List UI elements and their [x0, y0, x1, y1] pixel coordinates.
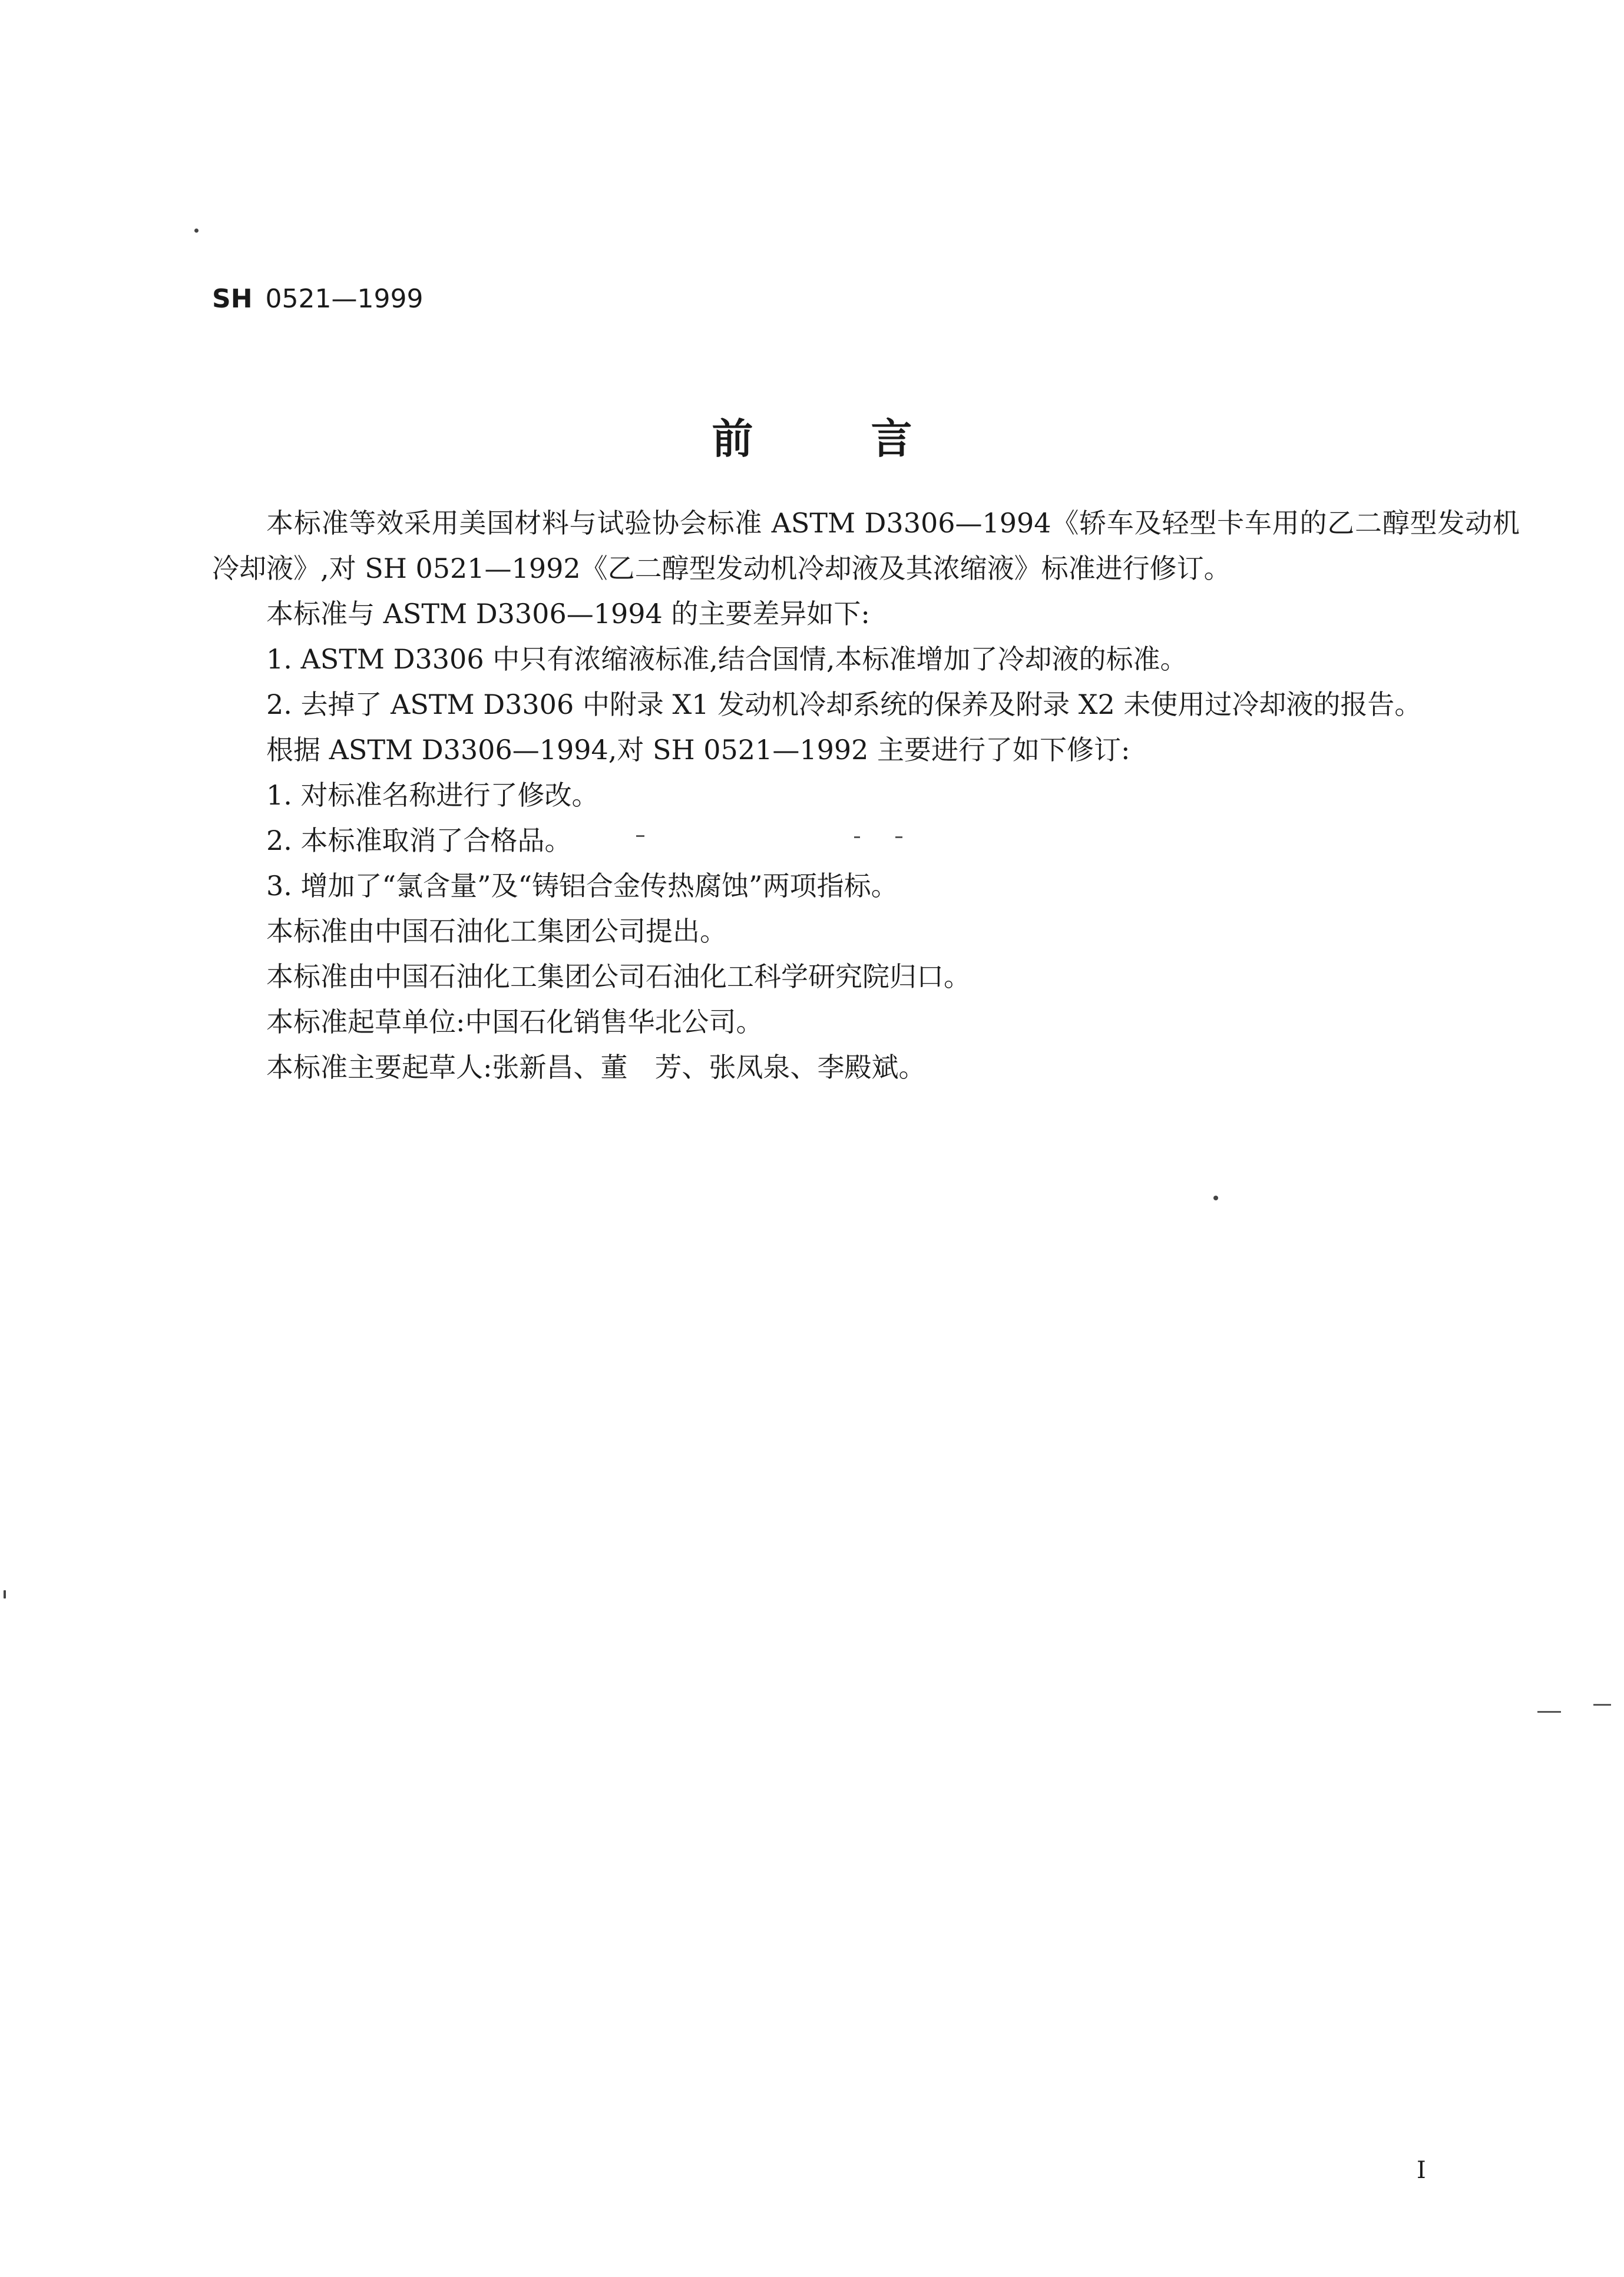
scan-mark	[895, 836, 902, 838]
paragraph-differences-intro: 本标准与 ASTM D3306—1994 的主要差异如下:	[266, 598, 870, 630]
list-item-difference-1: 1. ASTM D3306 中只有浓缩液标准,结合国情,本标准增加了冷却液的标准。	[266, 643, 1188, 675]
list-item-revision-3: 3. 增加了“氯含量”及“铸铝合金传热腐蚀”两项指标。	[266, 870, 898, 902]
scan-speck	[1213, 1196, 1218, 1200]
scan-mark	[1593, 1704, 1611, 1706]
list-item-revision-1: 1. 对标准名称进行了修改。	[266, 779, 599, 811]
foreword-title	[0, 412, 1624, 465]
paragraph-revisions-intro: 根据 ASTM D3306—1994,对 SH 0521—1992 主要进行了如下修订:	[266, 734, 1130, 766]
list-item-revision-2: 2. 本标准取消了合格品。	[266, 825, 572, 856]
scan-speck	[194, 229, 199, 233]
scan-mark	[854, 836, 860, 838]
standard-code-number: 0521—1999	[265, 284, 424, 314]
title-part-1: 前	[712, 415, 753, 463]
standard-code	[212, 282, 423, 317]
paragraph-drafting-unit: 本标准起草单位:中国石化销售华北公司。	[266, 1006, 763, 1038]
title-part-2: 言	[871, 415, 912, 463]
standard-code-prefix: SH	[212, 284, 253, 314]
paragraph-adoption: 本标准等效采用美国材料与试验协会标准 ASTM D3306—1994《轿车及轻型卡车用的乙二醇型发动机冷却液》,对 SH 0521—1992《乙二醇型发动机冷却液及其浓缩液》标准进行修订。	[212, 507, 1520, 584]
scan-speck	[4, 1590, 6, 1598]
list-item-difference-2: 2. 去掉了 ASTM D3306 中附录 X1 发动机冷却系统的保养及附录 X2 未使用过冷却液的报告。	[266, 689, 1422, 720]
foreword-body	[212, 501, 1520, 1090]
paragraph-drafters: 本标准主要起草人:张新昌、董 芳、张凤泉、李殿斌。	[266, 1051, 926, 1083]
paragraph-centralized-by: 本标准由中国石油化工集团公司石油化工科学研究院归口。	[266, 961, 971, 992]
page-number: I	[1417, 2157, 1426, 2184]
scan-mark	[1537, 1711, 1561, 1713]
scan-mark	[636, 835, 644, 837]
paragraph-proposer: 本标准由中国石油化工集团公司提出。	[266, 915, 727, 947]
